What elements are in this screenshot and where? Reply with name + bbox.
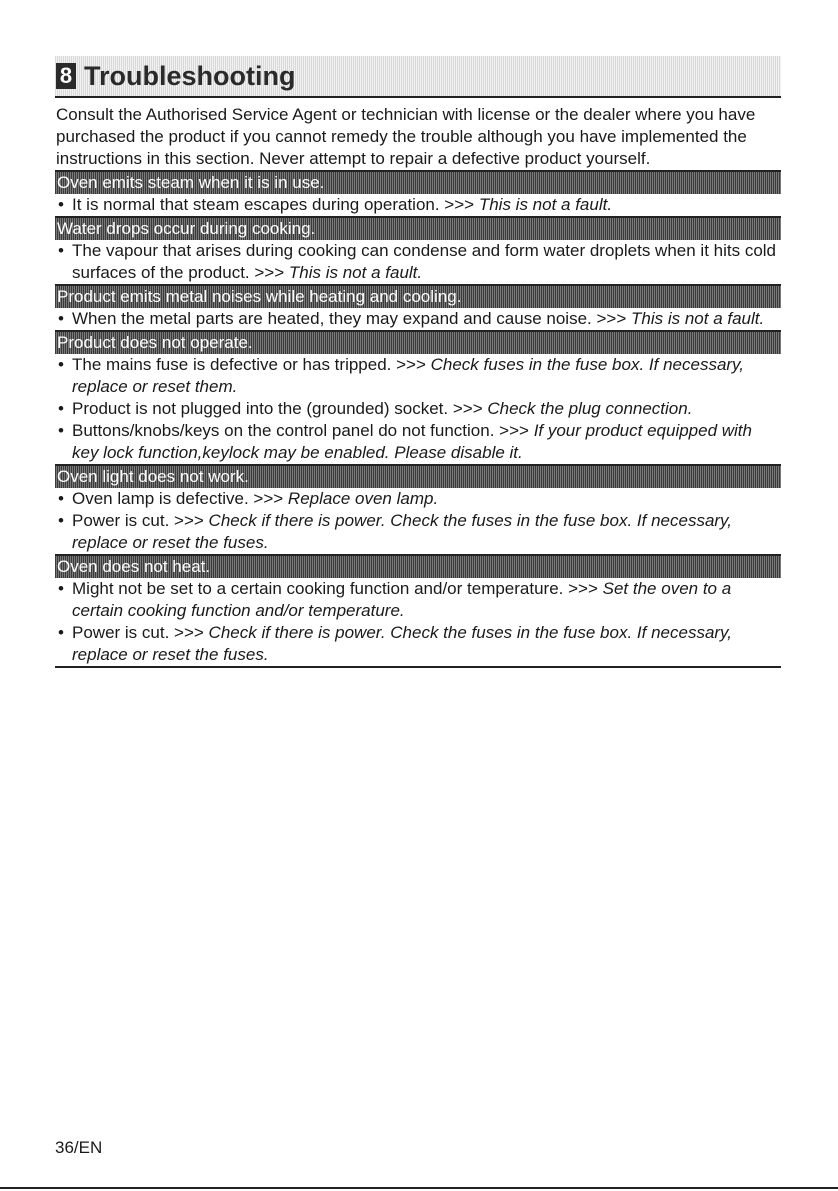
remedy-text: This is not a fault. bbox=[288, 263, 423, 282]
cause-text: It is normal that steam escapes during operation. >>> bbox=[72, 195, 479, 214]
troubleshooting-page bbox=[55, 56, 781, 668]
chapter-title-bar bbox=[55, 56, 781, 98]
section-items bbox=[55, 308, 781, 332]
list-item bbox=[55, 240, 781, 284]
troubleshooting-sections bbox=[55, 172, 781, 668]
cause-text: Product is not plugged into the (grounded) socket. >>> bbox=[72, 399, 488, 418]
list-item bbox=[55, 420, 781, 464]
remedy-text: Set the oven to a certain cooking function and/or temperature. bbox=[72, 579, 732, 620]
cause-text: When the metal parts are heated, they may expand and cause noise. >>> bbox=[72, 309, 631, 328]
cause-text: Power is cut. >>> bbox=[72, 511, 209, 530]
list-item bbox=[55, 354, 781, 398]
remedy-text: Check if there is power. Check the fuses in the fuse box. If necessary, replace or reset the fuses. bbox=[72, 511, 733, 552]
section-items bbox=[55, 240, 781, 286]
list-item bbox=[55, 398, 781, 420]
list-item bbox=[55, 308, 781, 330]
remedy-text: This is not a fault. bbox=[478, 195, 613, 214]
list-item bbox=[55, 510, 781, 554]
remedy-text: Replace oven lamp. bbox=[287, 489, 439, 508]
cause-text: The vapour that arises during cooking can condense and form water droplets when it hits cold surfaces of the product. >>> bbox=[72, 241, 777, 282]
list-item bbox=[55, 488, 781, 510]
cause-text: Might not be set to a certain cooking function and/or temperature. >>> bbox=[72, 579, 603, 598]
section-items bbox=[55, 354, 781, 466]
section-items bbox=[55, 578, 781, 668]
section-heading: Product does not operate. bbox=[55, 332, 781, 354]
list-item bbox=[55, 622, 781, 666]
chapter-number-badge: 8 bbox=[56, 63, 76, 89]
page-number: 36/EN bbox=[55, 1138, 103, 1157]
intro-paragraph: Consult the Authorised Service Agent or technician with license or the dealer where you have purchased the product if you cannot remedy the trouble although you have implemented the instructions in this section. Never attempt to repair a defective product yourself. bbox=[55, 104, 781, 172]
remedy-text: If your product equipped with key lock function,keylock may be enabled. Please disable it. bbox=[72, 421, 752, 462]
remedy-text: This is not a fault. bbox=[631, 309, 765, 328]
chapter-title: Troubleshooting bbox=[84, 60, 296, 91]
bottom-rule bbox=[0, 1187, 838, 1189]
section-items bbox=[55, 488, 781, 556]
section-heading: Oven light does not work. bbox=[55, 466, 781, 488]
cause-text: Oven lamp is defective. >>> bbox=[72, 489, 288, 508]
section-heading: Product emits metal noises while heating and cooling. bbox=[55, 286, 781, 308]
section-items bbox=[55, 194, 781, 218]
section-heading: Water drops occur during cooking. bbox=[55, 218, 781, 240]
section-heading: Oven emits steam when it is in use. bbox=[55, 172, 781, 194]
remedy-text: Check if there is power. Check the fuses in the fuse box. If necessary, replace or reset the fuses. bbox=[72, 623, 733, 664]
remedy-text: Check fuses in the fuse box. If necessary, replace or reset them. bbox=[72, 355, 745, 396]
section-heading: Oven does not heat. bbox=[55, 556, 781, 578]
list-item bbox=[55, 578, 781, 622]
cause-text: The mains fuse is defective or has tripped. >>> bbox=[72, 355, 431, 374]
remedy-text: Check the plug connection. bbox=[487, 399, 693, 418]
cause-text: Power is cut. >>> bbox=[72, 623, 209, 642]
cause-text: Buttons/knobs/keys on the control panel do not function. >>> bbox=[72, 421, 534, 440]
list-item bbox=[55, 194, 781, 216]
